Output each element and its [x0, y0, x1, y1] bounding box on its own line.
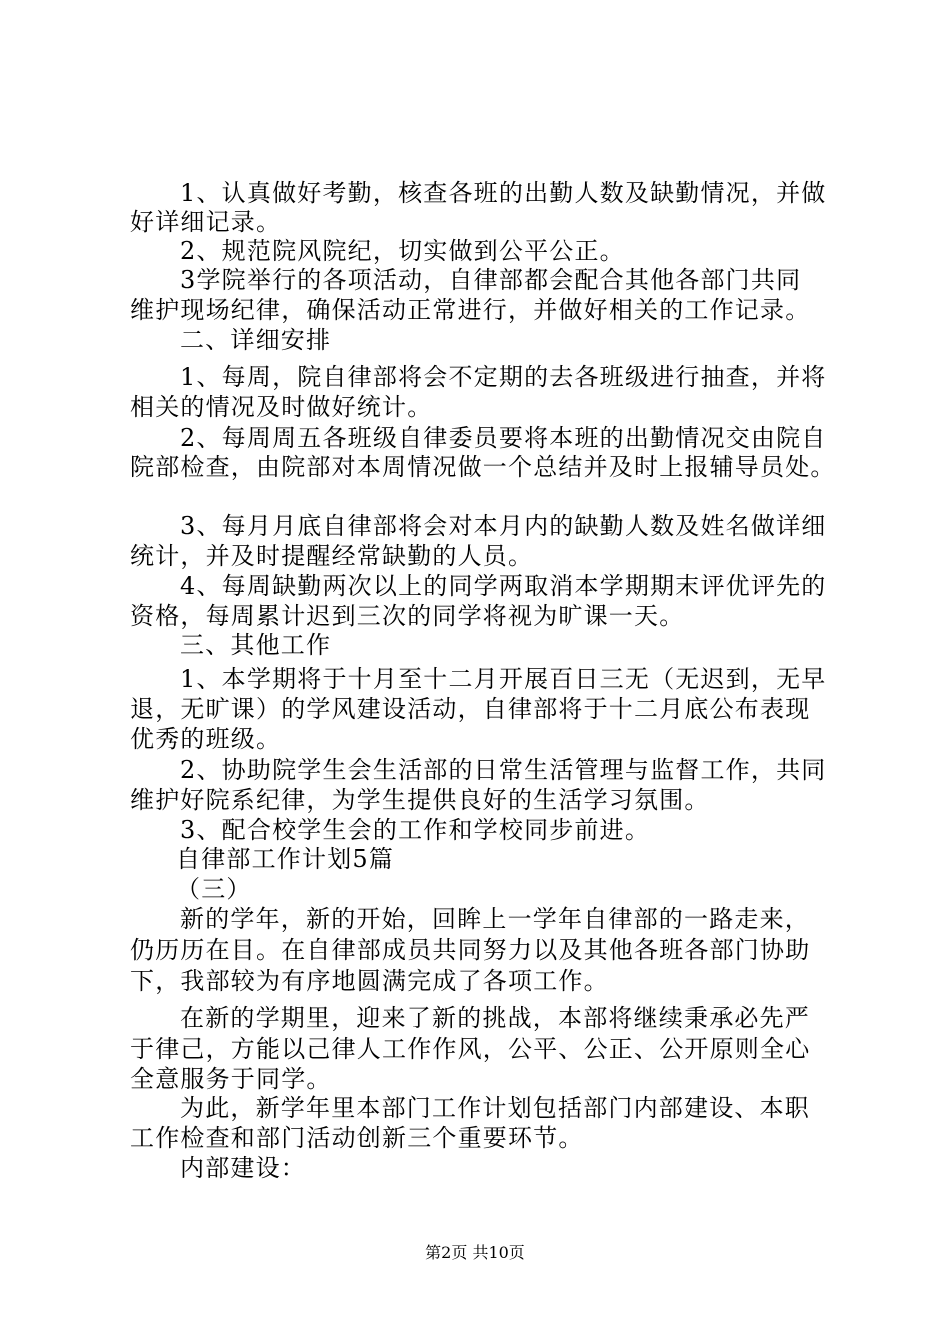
- text-line: 为此，新学年里本部门工作计划包括部门内部建设、本职: [180, 1094, 810, 1122]
- text-line: 下，我部较为有序地圆满完成了各项工作。: [130, 967, 609, 995]
- text-line: 工作检查和部门活动创新三个重要环节。: [130, 1124, 584, 1152]
- page-number-footer: 第2页 共10页: [425, 1243, 525, 1262]
- text-line: 1、本学期将于十月至十二月开展百日三无（无迟到，无早: [180, 665, 827, 693]
- text-line: 全意服务于同学。: [130, 1065, 332, 1093]
- text-line: 新的学年，新的开始，回眸上一学年自律部的一路走来，: [180, 905, 810, 933]
- text-line: 资格，每周累计迟到三次的同学将视为旷课一天。: [130, 602, 685, 630]
- text-line: 统计，并及时提醒经常缺勤的人员。: [130, 542, 534, 570]
- text-line: 好详细记录。: [130, 208, 282, 236]
- text-line: 2、每周周五各班级自律委员要将本班的出勤情况交由院自: [180, 424, 827, 452]
- text-line: 相关的情况及时做好统计。: [130, 393, 433, 421]
- section-heading: 二、详细安排: [180, 326, 332, 354]
- text-line: 1、每周，院自律部将会不定期的去各班级进行抽查，并将: [180, 363, 827, 391]
- text-line: 维护现场纪律，确保活动正常进行，并做好相关的工作记录。: [130, 296, 811, 324]
- section-heading: 三、其他工作: [180, 631, 332, 659]
- text-line: 退，无旷课）的学风建设活动，自律部将于十二月底公布表现: [130, 695, 811, 723]
- text-line: 院部检查，由院部对本周情况做一个总结并及时上报辅导员处。: [130, 453, 836, 481]
- text-line: 1、认真做好考勤，核查各班的出勤人数及缺勤情况，并做: [180, 179, 827, 207]
- text-line: 仍历历在目。在自律部成员共同努力以及其他各班各部门协助: [130, 936, 811, 964]
- text-line: 2、规范院风院纪，切实做到公平公正。: [180, 237, 625, 265]
- text-line: 2、协助院学生会生活部的日常生活管理与监督工作，共同: [180, 756, 827, 784]
- text-line: 3、配合校学生会的工作和学校同步前进。: [180, 816, 651, 844]
- text-line: 4、每周缺勤两次以上的同学两取消本学期期末评优评先的: [180, 572, 827, 600]
- text-line: 维护好院系纪律，为学生提供良好的生活学习氛围。: [130, 786, 710, 814]
- section-number: （三）: [176, 875, 252, 903]
- text-line: 在新的学期里，迎来了新的挑战，本部将继续秉承必先严: [180, 1004, 810, 1032]
- text-line: 优秀的班级。: [130, 725, 282, 753]
- text-line: 3学院举行的各项活动，自律部都会配合其他各部门共同: [180, 266, 802, 294]
- text-line: 3、每月月底自律部将会对本月内的缺勤人数及姓名做详细: [180, 512, 827, 540]
- text-line: 于律己，方能以己律人工作作风，公平、公正、公开原则全心: [130, 1035, 811, 1063]
- subsection-heading: 内部建设：: [180, 1154, 306, 1182]
- document-title: 自律部工作计划5篇: [176, 845, 395, 873]
